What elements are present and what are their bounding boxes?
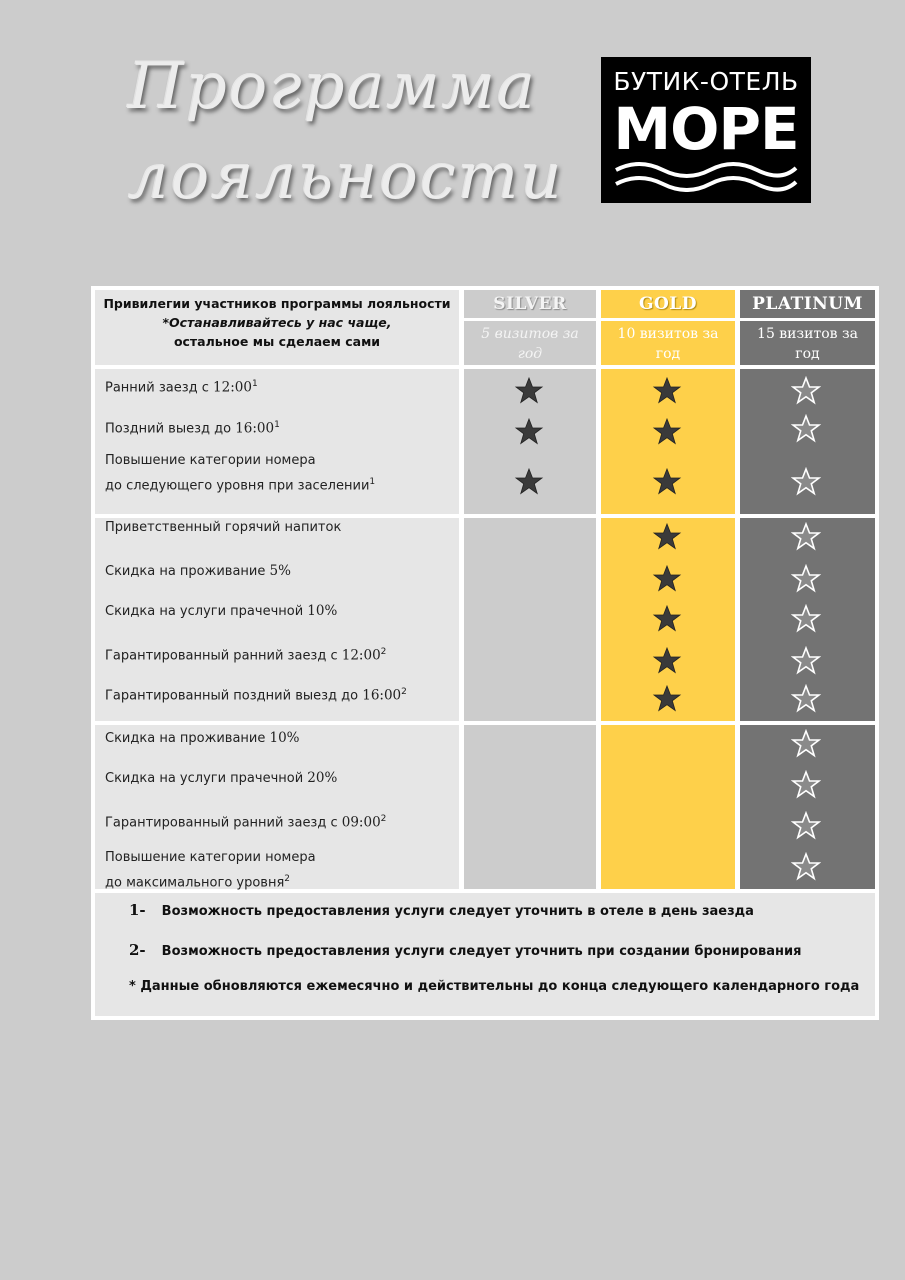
star-outline-icon xyxy=(791,684,821,714)
row-room-upgrade-max: Повышение категории номера xyxy=(105,850,316,865)
star-outline-icon xyxy=(791,646,821,676)
star-filled-icon xyxy=(652,467,682,497)
star-filled-icon xyxy=(652,564,682,594)
star-outline-icon xyxy=(791,414,821,444)
tier-silver-name: SILVER xyxy=(493,294,567,314)
logo-line-1: БУТИК-ОТЕЛЬ xyxy=(613,67,799,96)
tier-gold-sub-1: 10 визитов за xyxy=(617,326,719,342)
section-3-silver xyxy=(464,725,596,889)
tier-gold-sub-2: год xyxy=(655,346,681,362)
loyalty-table xyxy=(91,286,879,1020)
hotel-logo xyxy=(601,57,811,203)
row-guaranteed-late-16: Гарантированный поздний выезд до $16:00^2$ xyxy=(105,687,407,704)
row-discount-5: Скидка на проживание 5% xyxy=(105,563,291,579)
star-filled-icon xyxy=(652,417,682,447)
star-filled-icon xyxy=(514,376,544,406)
row-guaranteed-early-12: Гарантированный ранний заезд с $12:00^2$ xyxy=(105,647,387,664)
tier-platinum-sub-1: 15 визитов за xyxy=(757,326,858,342)
section-2-labels xyxy=(95,518,459,721)
row-room-upgrade-max-2: до максимального уровня$^2$ xyxy=(105,874,291,891)
row-early-checkin: Ранний заезд с $12:00^1$ xyxy=(105,379,258,396)
row-laundry-20: Скидка на услуги прачечной 20% xyxy=(105,770,338,786)
tier-platinum-header xyxy=(740,290,875,318)
star-filled-icon xyxy=(652,604,682,634)
star-filled-icon xyxy=(652,684,682,714)
page-title xyxy=(128,42,564,222)
star-filled-icon xyxy=(652,376,682,406)
section-2-silver xyxy=(464,518,596,721)
row-guaranteed-early-09: Гарантированный ранний заезд с $09:00^2$ xyxy=(105,814,387,831)
section-3-gold xyxy=(601,725,735,889)
tier-silver-sub-2: год xyxy=(517,346,543,362)
star-outline-icon xyxy=(791,467,821,497)
header-label-line-1: Привилегии участников программы лояльности xyxy=(103,296,451,311)
tier-gold-sub xyxy=(601,321,735,365)
star-outline-icon xyxy=(791,522,821,552)
star-filled-icon xyxy=(652,646,682,676)
star-outline-icon xyxy=(791,770,821,800)
row-discount-10: Скидка на проживание 10% xyxy=(105,730,300,746)
tier-silver-sub xyxy=(464,321,596,365)
header-label-line-2: *Останавливайтесь у нас чаще, xyxy=(162,315,392,330)
section-3-labels xyxy=(95,725,459,889)
tier-silver-header xyxy=(464,290,596,318)
row-room-upgrade-next: Повышение категории номера xyxy=(105,453,316,468)
logo-line-2: МОРЕ xyxy=(613,95,799,163)
table-header-label xyxy=(95,290,459,365)
star-outline-icon xyxy=(791,604,821,634)
tier-platinum-name: PLATINUM xyxy=(752,294,863,314)
title-line-2: лояльности xyxy=(128,140,564,214)
star-filled-icon xyxy=(514,417,544,447)
title-line-1: Программа xyxy=(128,50,538,124)
row-welcome-drink: Приветственный горячий напиток xyxy=(105,520,342,535)
row-room-upgrade-next-2: до следующего уровня при заселении$^1$ xyxy=(105,477,376,494)
tier-gold-header xyxy=(601,290,735,318)
wave-icon xyxy=(611,158,801,192)
star-outline-icon xyxy=(791,376,821,406)
section-1-labels xyxy=(95,369,459,514)
star-outline-icon xyxy=(791,564,821,594)
star-filled-icon xyxy=(514,467,544,497)
footnote-3: * Данные обновляются ежемесячно и действительны до конца следующего календарного года xyxy=(129,979,860,994)
star-outline-icon xyxy=(791,811,821,841)
star-outline-icon xyxy=(791,852,821,882)
footnotes xyxy=(95,893,875,1016)
row-laundry-10: Скидка на услуги прачечной 10% xyxy=(105,603,338,619)
tier-silver-sub-1: 5 визитов за xyxy=(481,326,579,342)
row-late-checkout: Поздний выезд до $16:00^1$ xyxy=(105,420,280,437)
footnote-2: 2- Возможность предоставления услуги следует уточнить при создании бронирования xyxy=(129,941,802,959)
header-label-line-3: остальное мы сделаем сами xyxy=(173,334,381,349)
tier-gold-name: GOLD xyxy=(638,294,698,314)
tier-platinum-sub xyxy=(740,321,875,365)
tier-platinum-sub-2: год xyxy=(795,346,820,362)
footnote-1: 1- Возможность предоставления услуги следует уточнить в отеле в день заезда xyxy=(129,901,754,919)
star-outline-icon xyxy=(791,729,821,759)
star-filled-icon xyxy=(652,522,682,552)
